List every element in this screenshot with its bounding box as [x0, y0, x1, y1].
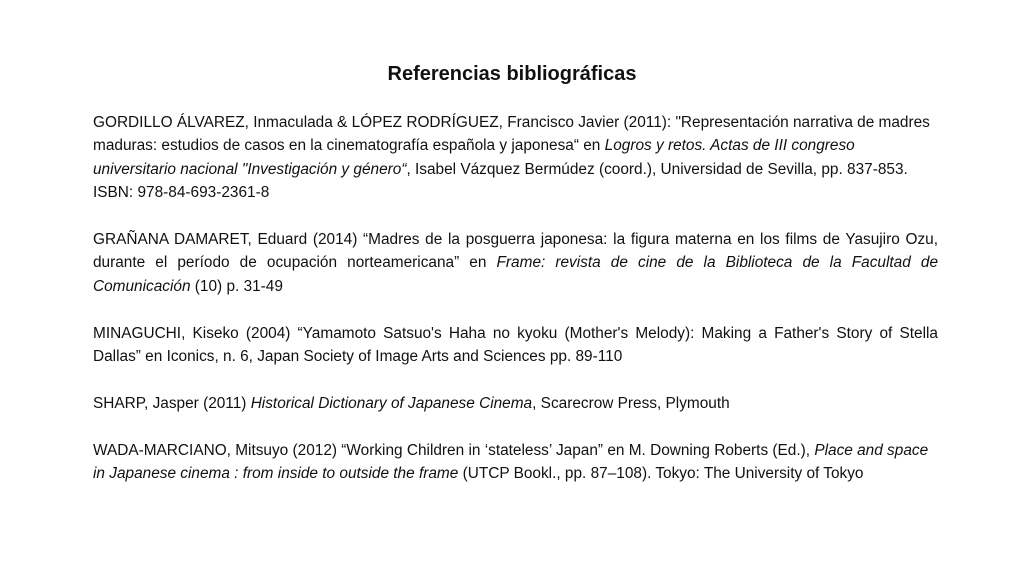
reference-item — [93, 322, 938, 369]
reference-text: MINAGUCHI, Kiseko (2004) “Yamamoto Satsuo's Haha no kyoku (Mother's Melody): Making a Father's Story of Stella Dallas” en Iconics, n. 6, Japan Society of Image Arts and Sciences pp. 89-110 — [93, 324, 938, 366]
reference-text: , Scarecrow Press, Plymouth — [532, 394, 730, 412]
reference-text: SHARP, Jasper (2011) — [93, 394, 251, 412]
reference-title-italic: Historical Dictionary of Japanese Cinema — [250, 394, 533, 412]
page-title: Referencias bibliográficas — [387, 63, 637, 85]
reference-text: WADA-MARCIANO, Mitsuyo (2012) “Working Children in ‘stateless’ Japan” en M. Downing Roberts (Ed.), — [93, 441, 815, 459]
reference-title-italic: Logros y retos. Actas de III congreso universitario nacional "Investigación y género“ — [93, 137, 855, 178]
reference-text: , Isabel Vázquez Bermúdez (coord.), Universidad de Sevilla, pp. 837-853. ISBN: 978-84-693-2361-8 — [93, 160, 908, 202]
reference-text: (10) p. 31-49 — [190, 277, 283, 295]
reference-title-italic: Frame: revista de cine de la Biblioteca de la Facultad de Comunicación — [93, 254, 939, 295]
reference-item — [93, 439, 938, 486]
reference-text: GORDILLO ÁLVAREZ, Inmaculada & LÓPEZ RODRÍGUEZ, Francisco Javier (2011): "Representación narrativa de madres maduras: estudios de casos en la cinematografía española y japonesa“ en — [93, 114, 930, 155]
reference-item — [93, 392, 938, 415]
reference-item — [93, 228, 938, 298]
reference-text: (UTCP Bookl., pp. 87–108). Tokyo: The University of Tokyo — [458, 465, 864, 483]
reference-list — [93, 111, 938, 509]
reference-title-italic: Place and space in Japanese cinema : from inside to outside the frame — [93, 441, 929, 483]
reference-text: GRAÑANA DAMARET, Eduard (2014) “Madres de la posguerra japonesa: la figura materna en los films de Yasujiro Ozu, durante el período de ocupación norteamericana” en — [93, 231, 938, 272]
reference-item — [93, 111, 938, 205]
